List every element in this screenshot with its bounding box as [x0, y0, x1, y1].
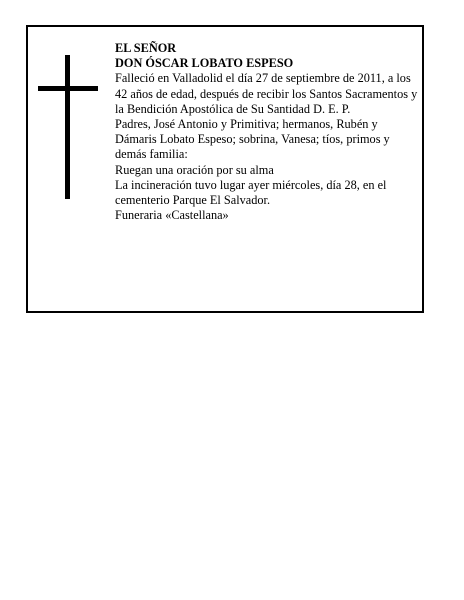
- deceased-name: DON ÓSCAR LOBATO ESPESO: [115, 56, 294, 71]
- death-announcement: Falleció en Valladolid el día 27 de septiembre de 2011, a los 42 años de edad, después de recibir los Santos Sacramentos y la Bendición Apostólica de Su Santidad D. E. P.: [115, 71, 418, 116]
- obituary-notice-box: [26, 25, 424, 313]
- cremation-info: La incineración tuvo lugar ayer miércoles, día 28, en el cementerio Parque El Salvador.: [115, 177, 387, 208]
- cross-vertical-bar: [65, 55, 70, 199]
- obituary-text: [115, 41, 421, 223]
- prayer-request: Ruegan una oración por su alma: [115, 162, 274, 177]
- cross-horizontal-bar: [38, 86, 98, 91]
- cross-icon: [38, 55, 98, 199]
- family-list: Padres, José Antonio y Primitiva; hermanos, Rubén y Dámaris Lobato Espeso; sobrina, Vanesa; tíos, primos y demás familia:: [115, 117, 390, 162]
- title-line-1: EL SEÑOR: [115, 41, 177, 55]
- funeral-home: Funeraria «Castellana»: [115, 208, 229, 223]
